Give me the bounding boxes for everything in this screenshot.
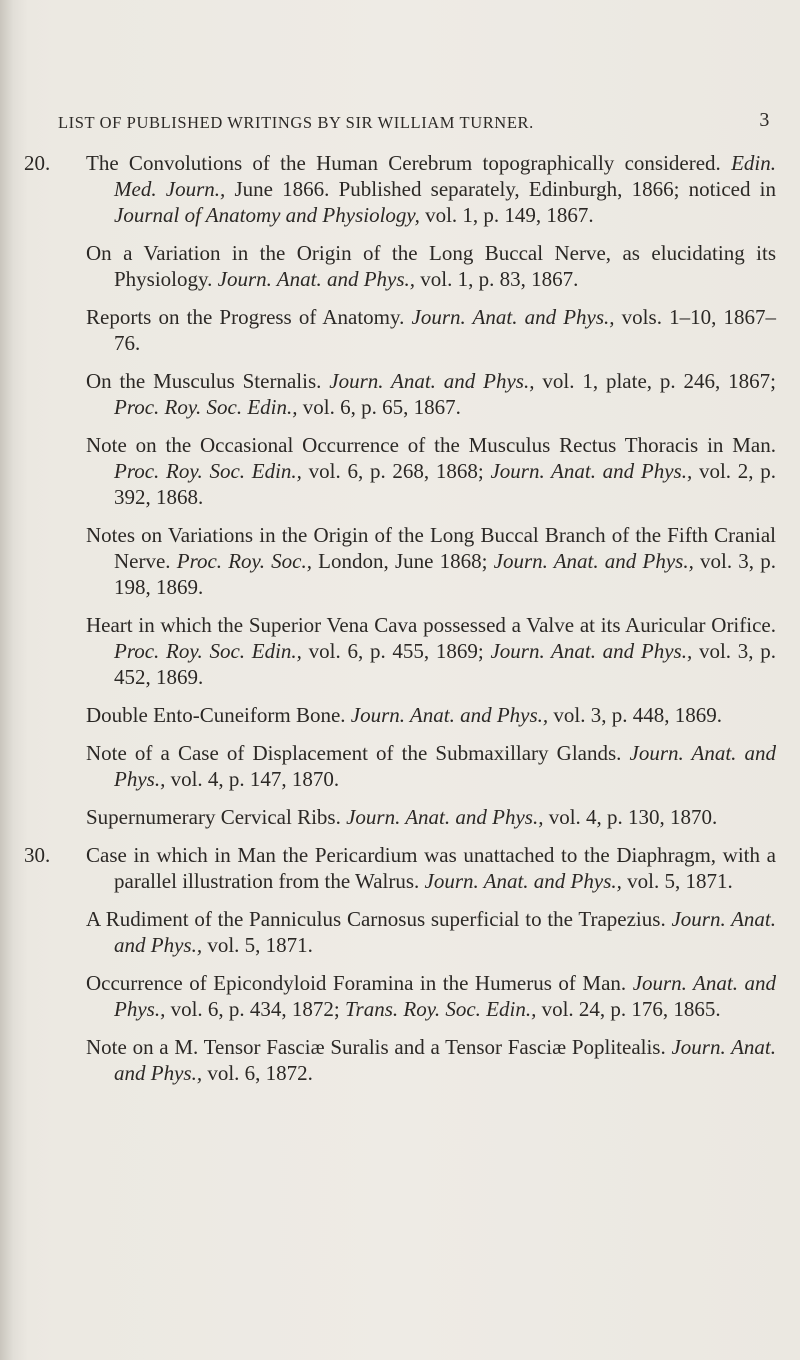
citation-detail: vol. 3, p. 198, 1869. bbox=[114, 549, 776, 599]
citation-detail: vol. 4, p. 130, 1870. bbox=[543, 805, 718, 829]
citation-detail: vol. 1, p. 83, 1867. bbox=[415, 267, 579, 291]
entry-title: Notes on Variations in the Origin of the Long Buccal Branch of the Fifth Cranial Nerve. bbox=[86, 523, 776, 573]
entry-title: On a Variation in the Origin of the Long Buccal Nerve, as elucidating its Physiology. bbox=[86, 241, 776, 291]
journal-name: Journ. Anat. and Phys., bbox=[114, 907, 776, 957]
entry-title: Double Ento-Cuneiform Bone. bbox=[86, 703, 351, 727]
bibliography-entry bbox=[24, 970, 776, 1022]
entry-title: Note on a M. Tensor Fasciæ Suralis and a Tensor Fasciæ Poplitealis. bbox=[86, 1035, 672, 1059]
entry-text bbox=[86, 702, 776, 728]
entry-title: A Rudiment of the Panniculus Carnosus superficial to the Trapezius. bbox=[86, 907, 672, 931]
journal-name: Journ. Anat. and Phys., bbox=[217, 267, 416, 291]
journal-name: Journ. Anat. and Phys., bbox=[411, 305, 615, 329]
journal-name: Journ. Anat. and Phys., bbox=[493, 549, 694, 573]
citation-detail: vol. 6, p. 268, 1868; bbox=[301, 459, 491, 483]
journal-name: Journal of Anatomy and Physiology, bbox=[114, 203, 420, 227]
bibliography-entry bbox=[24, 906, 776, 958]
citation-detail: vol. 3, p. 448, 1869. bbox=[548, 703, 722, 727]
citation-detail: vol. 6, p. 65, 1867. bbox=[297, 395, 461, 419]
journal-name: Journ. Anat. and Phys., bbox=[329, 369, 535, 393]
entry-text bbox=[86, 970, 776, 1022]
page-number: 3 bbox=[759, 109, 770, 131]
entry-text bbox=[86, 368, 776, 420]
entry-text bbox=[86, 1034, 776, 1086]
entry-title: Supernumerary Cervical Ribs. bbox=[86, 805, 347, 829]
bibliography-entry bbox=[24, 612, 776, 690]
journal-name: Journ. Anat. and Phys., bbox=[114, 1035, 777, 1085]
citation-detail: vol. 4, p. 147, 1870. bbox=[165, 767, 340, 791]
citation-detail: vol. 5, 1871. bbox=[621, 869, 733, 893]
journal-name: Journ. Anat. and Phys., bbox=[490, 459, 693, 483]
bibliography-entry bbox=[24, 804, 776, 830]
citation-detail: vols. 1–10, 1867–76. bbox=[114, 305, 776, 355]
bibliography-entry bbox=[24, 304, 776, 356]
citation-detail: vol. 6, p. 455, 1869; bbox=[301, 639, 491, 663]
citation-detail: London, June 1868; bbox=[311, 549, 494, 573]
citation-detail: June 1866. Published separately, Edinburgh, 1866; noticed in bbox=[225, 177, 776, 201]
entry-text bbox=[86, 522, 776, 600]
entry-title: Heart in which the Superior Vena Cava possessed a Valve at its Auricular Orifice. bbox=[86, 613, 776, 637]
entry-text bbox=[86, 240, 776, 292]
bibliography-entry bbox=[24, 522, 776, 600]
running-title: LIST OF PUBLISHED WRITINGS BY SIR WILLIAM TURNER. bbox=[58, 113, 534, 132]
entry-text bbox=[86, 804, 776, 830]
entry-title: Note on the Occasional Occurrence of the Musculus Rectus Thoracis in Man. bbox=[86, 433, 776, 457]
journal-name: Journ. Anat. and Phys., bbox=[346, 805, 544, 829]
entry-text bbox=[86, 150, 776, 228]
citation-detail: vol. 5, 1871. bbox=[202, 933, 313, 957]
bibliography-entry bbox=[24, 150, 776, 228]
citation-detail: vol. 24, p. 176, 1865. bbox=[536, 997, 721, 1021]
bibliography-entry bbox=[24, 842, 776, 894]
journal-name: Proc. Roy. Soc., bbox=[176, 549, 312, 573]
journal-name: Journ. Anat. and Phys., bbox=[350, 703, 549, 727]
entry-number: 20. bbox=[24, 151, 51, 175]
citation-detail: vol. 1, plate, p. 246, 1867; bbox=[534, 369, 776, 393]
entry-title: On the Musculus Sternalis. bbox=[86, 369, 330, 393]
bibliography-entry bbox=[24, 740, 776, 792]
entry-text bbox=[86, 740, 776, 792]
citation-detail: vol. 2, p. 392, 1868. bbox=[114, 459, 776, 509]
citation-detail: vol. 1, p. 149, 1867. bbox=[419, 203, 594, 227]
journal-name: Proc. Roy. Soc. Edin., bbox=[114, 395, 298, 419]
entry-text bbox=[86, 304, 776, 356]
entry-text bbox=[86, 612, 776, 690]
entry-title: Reports on the Progress of Anatomy. bbox=[86, 305, 412, 329]
entry-title: Case in which in Man the Pericardium was unattached to the Diaphragm, with a parallel illustration from the Walrus. bbox=[86, 843, 776, 893]
entry-title: Occurrence of Epicondyloid Foramina in the Humerus of Man. bbox=[86, 971, 633, 995]
bibliography-entry bbox=[24, 702, 776, 728]
bibliography-entry bbox=[24, 240, 776, 292]
bibliography-list bbox=[24, 150, 776, 1098]
citation-detail: vol. 6, 1872. bbox=[202, 1061, 313, 1085]
entry-title: The Convolutions of the Human Cerebrum topographically considered. bbox=[86, 151, 732, 175]
journal-name: Edin. Med. Journ., bbox=[114, 151, 776, 201]
bibliography-entry bbox=[24, 1034, 776, 1086]
citation-detail: vol. 6, p. 434, 1872; bbox=[165, 997, 345, 1021]
entry-title: Note of a Case of Displacement of the Submaxillary Glands. bbox=[86, 741, 630, 765]
journal-name: Journ. Anat. and Phys., bbox=[114, 741, 777, 791]
journal-name: Proc. Roy. Soc. Edin., bbox=[114, 459, 302, 483]
journal-name: Journ. Anat. and Phys., bbox=[424, 869, 622, 893]
journal-name: Journ. Anat. and Phys., bbox=[114, 971, 776, 1021]
citation-detail: vol. 3, p. 452, 1869. bbox=[114, 639, 776, 689]
entry-text bbox=[86, 432, 776, 510]
journal-name: Proc. Roy. Soc. Edin., bbox=[114, 639, 302, 663]
bibliography-entry bbox=[24, 368, 776, 420]
entry-text bbox=[86, 906, 776, 958]
page-gutter-shadow bbox=[0, 0, 14, 1360]
journal-name: Trans. Roy. Soc. Edin., bbox=[345, 997, 537, 1021]
entry-number: 30. bbox=[24, 843, 51, 867]
entry-text bbox=[86, 842, 776, 894]
bibliography-entry bbox=[24, 432, 776, 510]
journal-name: Journ. Anat. and Phys., bbox=[490, 639, 693, 663]
